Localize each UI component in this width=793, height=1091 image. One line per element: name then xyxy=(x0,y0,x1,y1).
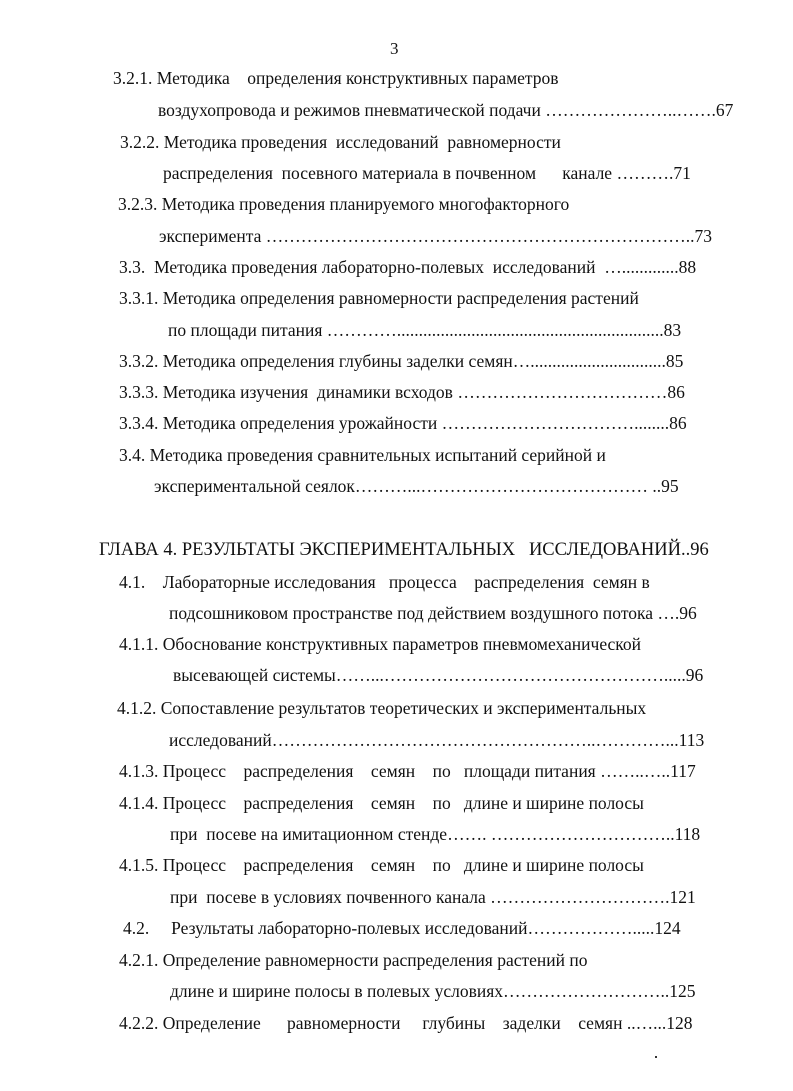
toc-entry-3-2-3-line-2: эксперимента ………………………………………………………………..73 xyxy=(159,226,713,246)
toc-entry-4-1-4-line-2: при посеве на имитационном стенде……. …………………………..118 xyxy=(170,824,701,844)
toc-entry-4-1-5-line-2: при посеве в условиях почвенного канала ………………………….121 xyxy=(170,887,696,907)
toc-entry-3-4-line-2: экспериментальной сеялок………...………………………………… ..95 xyxy=(154,476,679,496)
toc-entry-4-1-2-line-2: исследований………………………………………………..…………...113 xyxy=(169,730,705,750)
toc-entry-3-2-1-line-2: воздухопровода и режимов пневматической подачи …………………..…….67 xyxy=(158,100,734,120)
toc-entry-3-3-2: 3.3.2. Методика определения глубины заделки семян…...............................85 xyxy=(119,351,684,371)
toc-entry-4-1-line-1: 4.1. Лабораторные исследования процесса распределения семян в xyxy=(119,572,650,592)
toc-entry-4-1-1-line-2: высевающей системы……...………………………………………….....96 xyxy=(173,665,704,685)
toc-entry-4-1-2-line-1: 4.1.2. Сопоставление результатов теоретических и экспериментальных xyxy=(117,698,647,718)
toc-entry-3-2-2-line-1: 3.2.2. Методика проведения исследований равномерности xyxy=(120,132,561,152)
toc-entry-3-3-3: 3.3.3. Методика изучения динамики всходов ………………………………86 xyxy=(119,382,685,402)
toc-chapter-4-heading: ГЛАВА 4. РЕЗУЛЬТАТЫ ЭКСПЕРИМЕНТАЛЬНЫХ ИССЛЕДОВАНИЙ..96 xyxy=(99,540,709,560)
toc-entry-4-2: 4.2. Результаты лабораторно-полевых исследований……………….....124 xyxy=(123,918,681,938)
toc-entry-3-3-1-line-2: по площади питания ………….............................................................83 xyxy=(168,320,682,340)
toc-entry-3-2-2-line-2: распределения посевного материала в почвенном канале ……….71 xyxy=(163,163,691,183)
toc-entry-4-2-1-line-2: длине и ширине полосы в полевых условиях………………………..125 xyxy=(170,981,696,1001)
toc-entry-4-1-3: 4.1.3. Процесс распределения семян по площади питания ……..…..117 xyxy=(119,761,696,781)
toc-entry-4-2-2: 4.2.2. Определение равномерности глубины заделки семян ..…...128 xyxy=(119,1013,693,1033)
toc-entry-3-3: 3.3. Методика проведения лабораторно-полевых исследований ….............88 xyxy=(119,257,697,277)
toc-entry-4-1-line-2: подсошниковом пространстве под действием воздушного потока ….96 xyxy=(169,603,697,623)
toc-entry-4-2-1-line-1: 4.2.1. Определение равномерности распределения растений по xyxy=(119,950,588,970)
scan-speck xyxy=(655,1056,657,1058)
toc-entry-3-4-line-1: 3.4. Методика проведения сравнительных испытаний серийной и xyxy=(119,445,606,465)
toc-entry-4-1-1-line-1: 4.1.1. Обоснование конструктивных параметров пневмомеханической xyxy=(119,634,642,654)
toc-entry-3-3-1-line-1: 3.3.1. Методика определения равномерности распределения растений xyxy=(119,288,639,308)
toc-entry-4-1-4-line-1: 4.1.4. Процесс распределения семян по длине и ширине полосы xyxy=(119,793,644,813)
toc-entry-3-3-4: 3.3.4. Методика определения урожайности ……………………………........86 xyxy=(119,413,687,433)
toc-entry-3-2-1-line-1: 3.2.1. Методика определения конструктивных параметров xyxy=(113,68,559,88)
page-number: 3 xyxy=(390,39,399,58)
toc-entry-4-1-5-line-1: 4.1.5. Процесс распределения семян по длине и ширине полосы xyxy=(119,855,644,875)
toc-entry-3-2-3-line-1: 3.2.3. Методика проведения планируемого многофакторного xyxy=(118,194,570,214)
